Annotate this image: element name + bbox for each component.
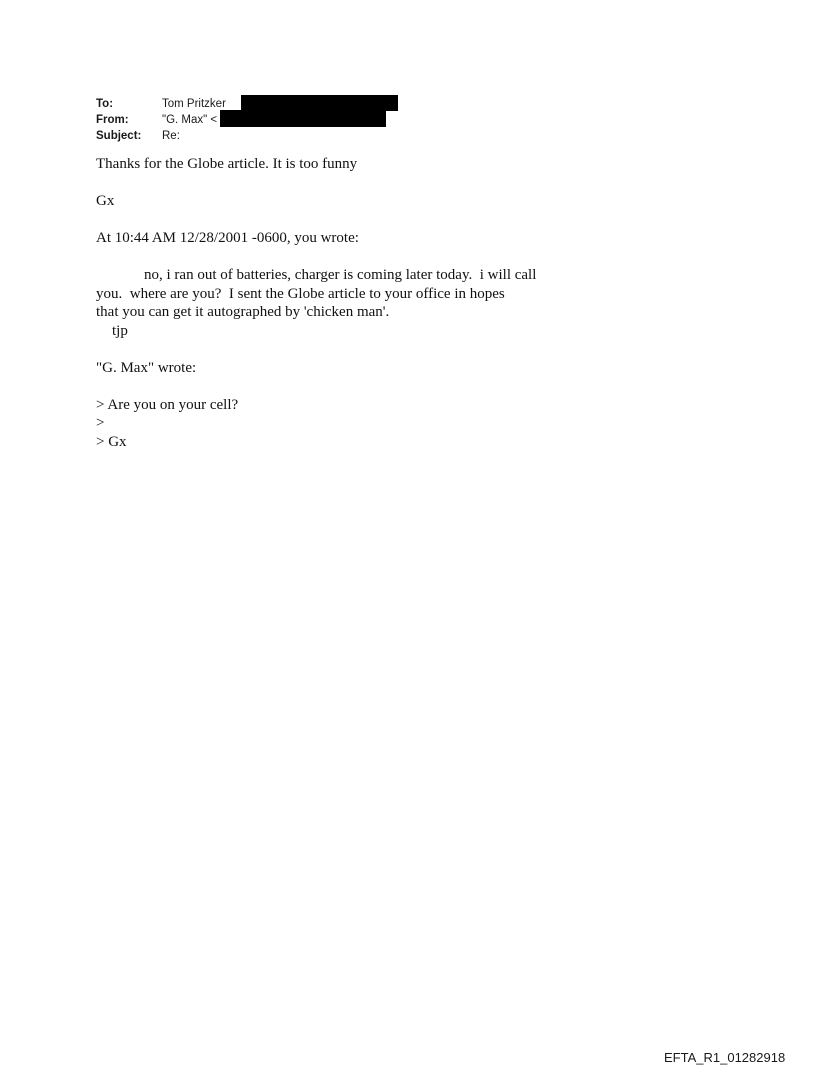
bates-number: EFTA_R1_01282918 [664, 1050, 786, 1065]
to-label: To: [96, 98, 114, 110]
body-line-blank [96, 211, 656, 230]
quoted-line: you. where are you? I sent the Globe article to your office in hopes [96, 285, 505, 302]
body-line-signature: Gx [96, 193, 115, 209]
body-line-attribution: "G. Max" wrote: [96, 359, 197, 376]
redaction-bar-from [220, 110, 386, 127]
from-label: From: [96, 114, 129, 126]
to-value: Tom Pritzker [162, 98, 230, 110]
subject-value: Re: [162, 130, 180, 142]
quoted-line: that you can get it autographed by 'chicken man'. [96, 304, 390, 320]
body-line-blank [96, 340, 656, 359]
header-field-subject [96, 128, 229, 144]
from-value: "G. Max" < [162, 114, 218, 126]
body-line-thanks: Thanks for the Globe article. It is too funny [96, 156, 358, 172]
email-body [96, 155, 656, 451]
subject-label: Subject: [96, 130, 142, 142]
reply-quoted-line: > Are you on your cell? [96, 396, 239, 413]
reply-quoted-line: > Gx [96, 433, 127, 450]
body-line-blank [96, 248, 656, 267]
reply-quoted-line: > [96, 415, 105, 431]
body-line-quote-header: At 10:44 AM 12/28/2001 -0600, you wrote: [96, 230, 359, 246]
email-header [96, 96, 229, 144]
body-line-blank [96, 174, 656, 193]
header-field-to [96, 96, 229, 112]
quoted-signature: tjp [112, 322, 128, 339]
header-field-from [96, 112, 229, 128]
redaction-bar-to [241, 95, 398, 111]
quoted-line: no, i ran out of batteries, charger is coming later today. i will call [144, 267, 537, 283]
body-line-blank [96, 377, 656, 396]
